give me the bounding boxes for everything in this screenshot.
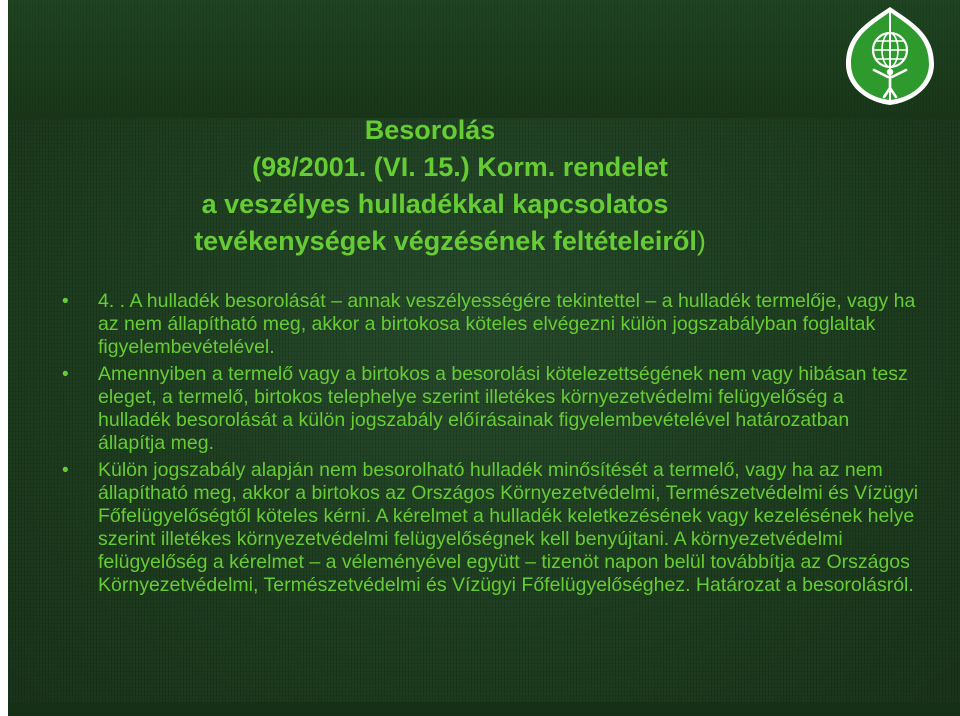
bullet-item	[60, 290, 920, 359]
bullet-list	[60, 290, 920, 601]
title-line-4	[100, 223, 820, 260]
title-line-1: Besorolás	[364, 115, 496, 145]
left-margin	[0, 0, 8, 716]
slide-title	[100, 112, 820, 260]
bullet-text: 4. . A hulladék besorolását – annak veszélyességére tekintettel – a hulladék termelője, vagy ha az nem állapítható meg, akkor a birtokosa köteles elvégezni külön jogszabályban foglaltak figyelembevételével.	[98, 290, 916, 358]
title-line-4-paren: )	[696, 226, 706, 256]
bottom-band	[8, 702, 960, 716]
bullet-item	[60, 459, 920, 597]
bullet-text: Amennyiben a termelő vagy a birtokos a besorolási kötelezettségének nem vagy hibásan tesz eleget, a termelő, birtokos telephelye szerint illetékes környezetvédelmi felügyelőség a hulladék besorolását a külön jogszabály előírásainak figyelembevételével határozatban állapítja meg.	[98, 363, 908, 454]
bullet-marker: •	[62, 364, 69, 385]
bullet-marker: •	[62, 291, 69, 312]
bullet-item	[60, 363, 920, 455]
title-line-3: a veszélyes hulladékkal kapcsolatos	[201, 189, 669, 219]
title-line-4-main: tevékenységek végzésének feltételeiről	[194, 226, 697, 256]
top-band	[8, 0, 960, 118]
leaf-globe-icon	[838, 4, 942, 108]
title-line-2: (98/2001. (VI. 15.) Korm. rendelet	[252, 152, 668, 182]
bullet-marker: •	[62, 460, 69, 481]
bullet-text: Külön jogszabály alapján nem besorolható hulladék minősítését a termelő, vagy ha az nem állapítható meg, akkor a birtokos az Országos Környezetvédelmi, Természetvédelmi és Vízügyi Főfelügyelőségtől köteles kérni. A kérelmet a hulladék keletkezésének vagy kezelésének helye szerint illetékes környezetvédelmi felügyelőségnek kell benyújtani. A környezetvédelmi felügyelőség a kérelmet – a véleményével együtt – tizenöt napon belül továbbítja az Országos Környezetvédelmi, Természetvédelmi és Vízügyi Főfelügyelőséghez. Határozat a besorolásról.	[98, 459, 919, 596]
